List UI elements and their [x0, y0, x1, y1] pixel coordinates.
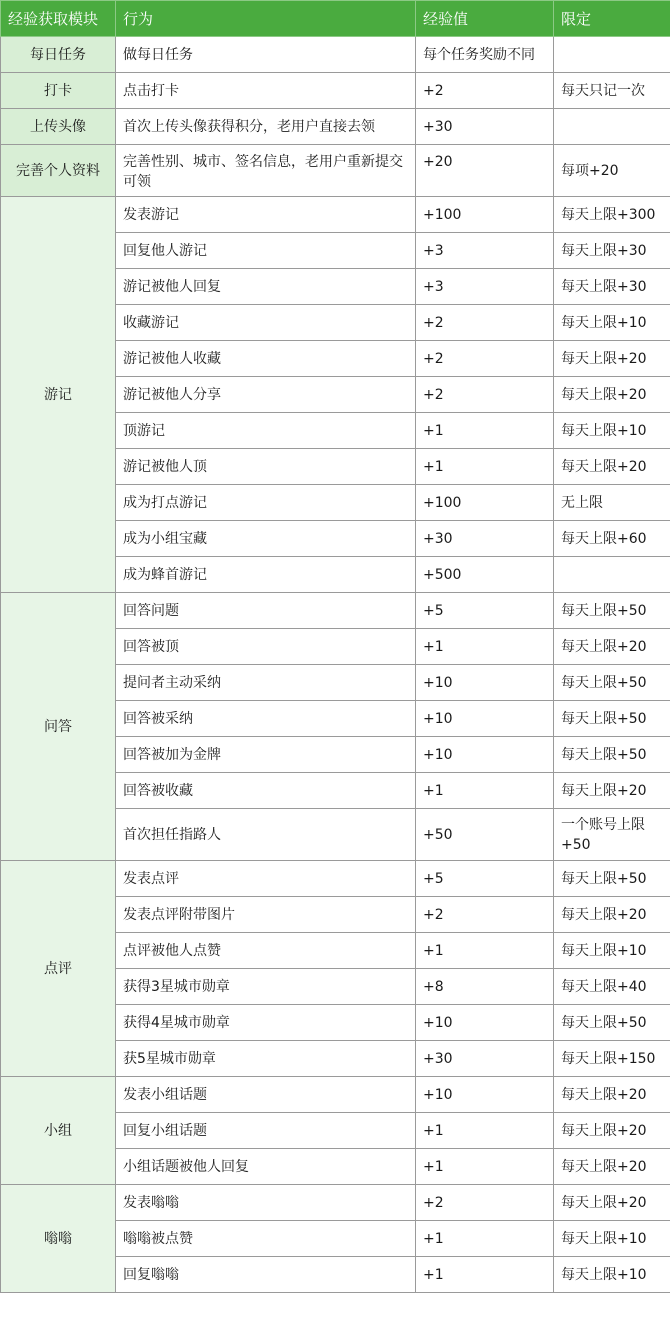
table-row	[1, 593, 670, 629]
exp-cell: +30	[416, 1041, 554, 1077]
action-cell: 游记被他人分享	[116, 377, 416, 413]
exp-cell: 每个任务奖励不同	[416, 37, 554, 73]
limit-cell: 每天上限+300	[554, 197, 670, 233]
action-cell: 回复他人游记	[116, 233, 416, 269]
exp-cell: +500	[416, 557, 554, 593]
action-cell: 获5星城市勋章	[116, 1041, 416, 1077]
action-cell: 成为小组宝藏	[116, 521, 416, 557]
module-cell: 完善个人资料	[1, 145, 116, 197]
action-cell: 回答问题	[116, 593, 416, 629]
module-cell: 问答	[1, 593, 116, 861]
action-cell: 收藏游记	[116, 305, 416, 341]
exp-cell: +1	[416, 1257, 554, 1293]
limit-cell: 每天上限+60	[554, 521, 670, 557]
limit-cell: 每天上限+10	[554, 933, 670, 969]
exp-cell: +1	[416, 773, 554, 809]
header-limit: 限定	[554, 1, 670, 37]
exp-cell: +5	[416, 593, 554, 629]
limit-cell: 每天上限+20	[554, 773, 670, 809]
action-cell: 回答被采纳	[116, 701, 416, 737]
module-cell: 小组	[1, 1077, 116, 1185]
limit-cell	[554, 37, 670, 73]
limit-cell: 每天上限+10	[554, 1221, 670, 1257]
action-cell: 做每日任务	[116, 37, 416, 73]
action-cell: 游记被他人回复	[116, 269, 416, 305]
exp-cell: +10	[416, 701, 554, 737]
limit-cell: 无上限	[554, 485, 670, 521]
limit-cell: 每天上限+150	[554, 1041, 670, 1077]
action-cell: 发表游记	[116, 197, 416, 233]
action-cell: 回答被收藏	[116, 773, 416, 809]
limit-cell: 每天上限+50	[554, 701, 670, 737]
limit-cell: 每天上限+20	[554, 341, 670, 377]
module-cell: 嗡嗡	[1, 1185, 116, 1293]
action-cell: 首次担任指路人	[116, 809, 416, 861]
action-cell: 获得3星城市勋章	[116, 969, 416, 1005]
action-cell: 发表点评	[116, 861, 416, 897]
table-row	[1, 73, 670, 109]
exp-cell: +10	[416, 1005, 554, 1041]
module-cell: 上传头像	[1, 109, 116, 145]
header-module: 经验获取模块	[1, 1, 116, 37]
module-cell: 打卡	[1, 73, 116, 109]
exp-cell: +2	[416, 897, 554, 933]
limit-cell: 每天上限+30	[554, 269, 670, 305]
action-cell: 成为打点游记	[116, 485, 416, 521]
exp-cell: +2	[416, 341, 554, 377]
action-cell: 发表小组话题	[116, 1077, 416, 1113]
action-cell: 首次上传头像获得积分，老用户直接去领	[116, 109, 416, 145]
table-row	[1, 109, 670, 145]
action-cell: 点评被他人点赞	[116, 933, 416, 969]
header-action: 行为	[116, 1, 416, 37]
limit-cell: 每天上限+20	[554, 1185, 670, 1221]
exp-cell: +100	[416, 485, 554, 521]
limit-cell: 每天上限+10	[554, 305, 670, 341]
exp-cell: +30	[416, 521, 554, 557]
exp-cell: +5	[416, 861, 554, 897]
exp-cell: +1	[416, 449, 554, 485]
action-cell: 获得4星城市勋章	[116, 1005, 416, 1041]
action-cell: 发表嗡嗡	[116, 1185, 416, 1221]
exp-cell: +1	[416, 413, 554, 449]
action-cell: 小组话题被他人回复	[116, 1149, 416, 1185]
header-exp: 经验值	[416, 1, 554, 37]
exp-cell: +8	[416, 969, 554, 1005]
limit-cell: 每天上限+20	[554, 1077, 670, 1113]
module-cell: 每日任务	[1, 37, 116, 73]
limit-cell: 每天上限+10	[554, 413, 670, 449]
exp-cell: +2	[416, 377, 554, 413]
module-cell: 点评	[1, 861, 116, 1077]
exp-cell: +2	[416, 305, 554, 341]
exp-cell: +3	[416, 233, 554, 269]
action-cell: 游记被他人顶	[116, 449, 416, 485]
limit-cell: 每天上限+20	[554, 629, 670, 665]
limit-cell: 每天上限+50	[554, 861, 670, 897]
module-cell: 游记	[1, 197, 116, 593]
header-row	[1, 1, 670, 37]
action-cell: 回复嗡嗡	[116, 1257, 416, 1293]
action-cell: 提问者主动采纳	[116, 665, 416, 701]
limit-cell: 每天只记一次	[554, 73, 670, 109]
action-cell: 发表点评附带图片	[116, 897, 416, 933]
action-cell: 点击打卡	[116, 73, 416, 109]
limit-cell: 每天上限+20	[554, 897, 670, 933]
exp-cell: +100	[416, 197, 554, 233]
limit-cell: 每天上限+20	[554, 1149, 670, 1185]
exp-cell: +10	[416, 665, 554, 701]
limit-cell: 每天上限+50	[554, 1005, 670, 1041]
exp-cell: +20	[416, 145, 554, 197]
exp-cell: +10	[416, 737, 554, 773]
table-row	[1, 1077, 670, 1113]
limit-cell: 每天上限+50	[554, 737, 670, 773]
exp-cell: +2	[416, 1185, 554, 1221]
exp-cell: +2	[416, 73, 554, 109]
table-body	[1, 37, 670, 1293]
exp-cell: +1	[416, 1149, 554, 1185]
limit-cell	[554, 557, 670, 593]
exp-cell: +1	[416, 1221, 554, 1257]
action-cell: 回答被顶	[116, 629, 416, 665]
exp-cell: +1	[416, 1113, 554, 1149]
action-cell: 完善性别、城市、签名信息，老用户重新提交可领	[116, 145, 416, 197]
limit-cell: 每天上限+10	[554, 1257, 670, 1293]
exp-cell: +10	[416, 1077, 554, 1113]
limit-cell: 一个账号上限+50	[554, 809, 670, 861]
exp-cell: +1	[416, 629, 554, 665]
action-cell: 嗡嗡被点赞	[116, 1221, 416, 1257]
exp-cell: +50	[416, 809, 554, 861]
action-cell: 回复小组话题	[116, 1113, 416, 1149]
table-row	[1, 197, 670, 233]
table-row	[1, 37, 670, 73]
limit-cell	[554, 109, 670, 145]
table-row	[1, 1185, 670, 1221]
exp-cell: +1	[416, 933, 554, 969]
action-cell: 成为蜂首游记	[116, 557, 416, 593]
exp-cell: +3	[416, 269, 554, 305]
table-row	[1, 145, 670, 197]
exp-cell: +30	[416, 109, 554, 145]
limit-cell: 每天上限+50	[554, 593, 670, 629]
limit-cell: 每天上限+50	[554, 665, 670, 701]
limit-cell: 每天上限+30	[554, 233, 670, 269]
limit-cell: 每天上限+20	[554, 449, 670, 485]
action-cell: 顶游记	[116, 413, 416, 449]
limit-cell: 每天上限+20	[554, 377, 670, 413]
limit-cell: 每天上限+20	[554, 1113, 670, 1149]
table-row	[1, 861, 670, 897]
action-cell: 游记被他人收藏	[116, 341, 416, 377]
limit-cell: 每天上限+40	[554, 969, 670, 1005]
action-cell: 回答被加为金牌	[116, 737, 416, 773]
limit-cell: 每项+20	[554, 145, 670, 197]
